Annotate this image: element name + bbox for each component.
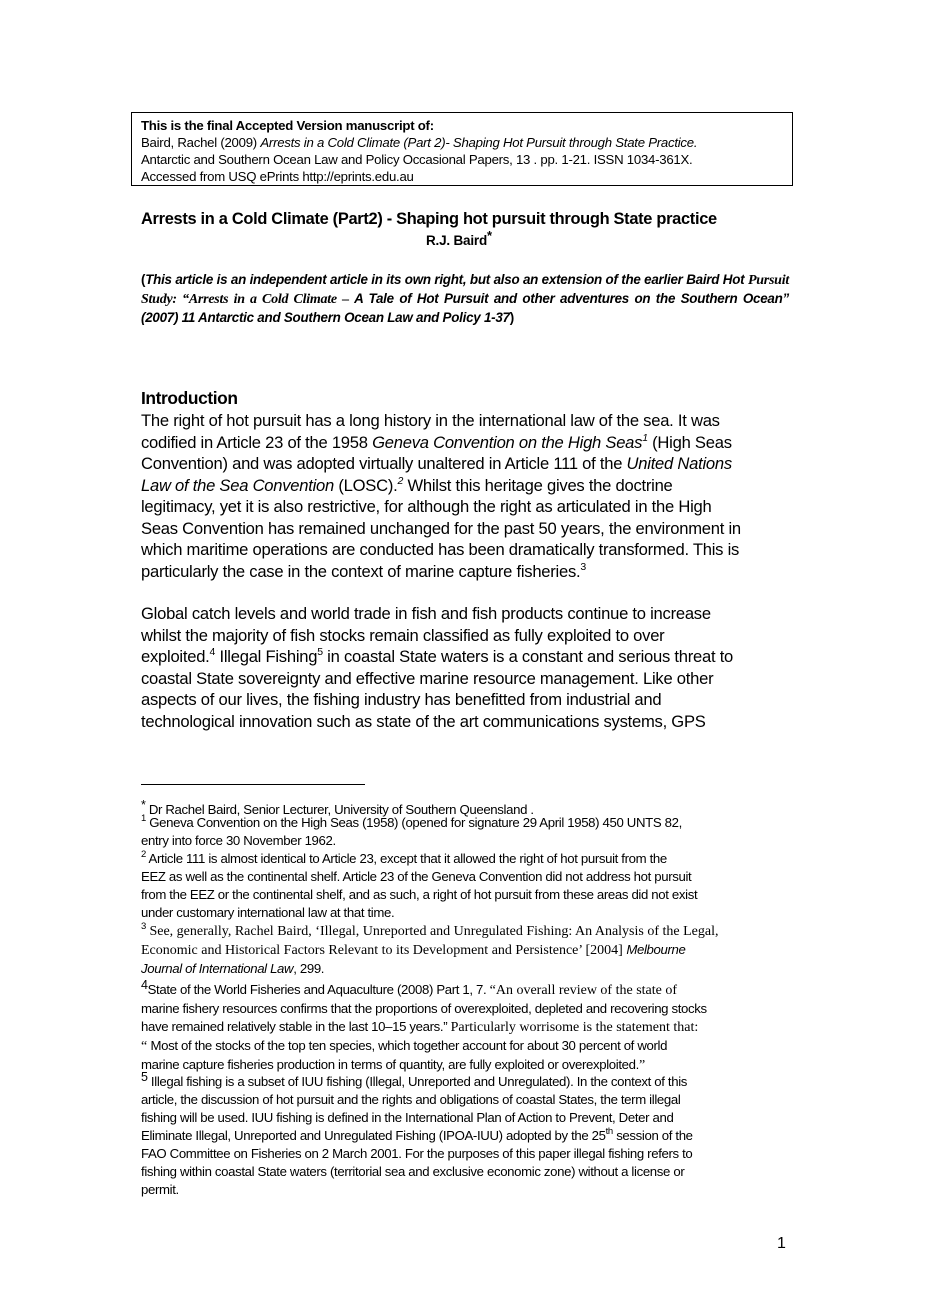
footnote-text: State of the World Fisheries and Aquaculture (2008) Part 1, 7. (147, 982, 490, 997)
editorial-note (141, 271, 789, 328)
citation-line-3: Accessed from USQ ePrints http://eprints.edu.au (141, 169, 414, 184)
paragraph-line: technological innovation such as state of the art communications systems, GPS (141, 711, 706, 731)
citation-box (131, 112, 793, 186)
note-close-paren: ) (509, 310, 514, 326)
ordinal-suffix: th (605, 1126, 613, 1137)
footnote-quote: Most of the stocks of the top ten species, which together account for about 30 percent of world (147, 1038, 668, 1053)
note-open-paren: ( (141, 272, 146, 287)
treaty-name: Law of the Sea Convention (141, 475, 335, 495)
text-run: Whilst this heritage gives the doctrine (403, 475, 673, 495)
citation-line-1 (141, 134, 783, 151)
footnote-ref-4[interactable]: 4 (209, 646, 216, 658)
quote-mark: ” (638, 1058, 646, 1073)
footnote-text: Geneva Convention on the High Seas (1958) (opened for signature 29 April 1958) 450 UNTS 82, (145, 815, 682, 830)
footnote-text: article, the discussion of hot pursuit and the rights and obligations of coastal States, the term illegal (141, 1092, 681, 1107)
footnote-text: fishing will be used. IUU fishing is defined in the International Plan of Action to Prevent, Deter and (141, 1110, 674, 1125)
paragraph-line (141, 646, 801, 668)
note-part-2: Pursuit Study: “Arrests in a Cold Climate – (141, 273, 789, 308)
paragraph-line: Global catch levels and world trade in fish and fish products continue to increase (141, 604, 711, 623)
text-run: Convention) and was adopted virtually unaltered in Article 111 of the (141, 454, 627, 473)
footnote-ref-3[interactable]: 3 (580, 560, 586, 573)
text-run: (High Seas (647, 432, 732, 452)
paragraph-line (141, 561, 801, 583)
citation-author: Baird, Rachel (2009) (141, 135, 261, 150)
footnote-ref-1[interactable]: 1 (642, 431, 648, 444)
footnote-text: Eliminate Illegal, Unreported and Unregulated Fishing (IPOA-IUU) adopted by the 25 (141, 1128, 606, 1143)
footnote-ref-2[interactable]: 2 (397, 474, 404, 487)
paragraph-line: whilst the majority of fish stocks remain classified as fully exploited to over (141, 625, 665, 645)
footnote-text: permit. (141, 1182, 179, 1197)
citation-heading: This is the final Accepted Version manuscript of: (141, 118, 434, 133)
footnote-text: Particularly worrisome is the statement that: (450, 1020, 699, 1035)
footnote-text: EEZ as well as the continental shelf. Article 23 of the Geneva Convention did not address hot pursuit (141, 869, 692, 884)
citation-title: Arrests in a Cold Climate (Part 2)- Shaping Hot Pursuit through State Practice. (260, 135, 698, 150)
page-number: 1 (777, 1235, 786, 1252)
footnote-4 (141, 976, 793, 1075)
footnote-5 (141, 1068, 793, 1199)
footnote-number: 2 (141, 849, 146, 860)
footnote-text: FAO Committee on Fisheries on 2 March 2001. For the purposes of this paper illegal fishing refers to (141, 1146, 693, 1161)
paragraph-line (141, 432, 801, 454)
footnote-1 (141, 814, 793, 850)
text-run: particularly the case in the context of marine capture fisheries. (141, 561, 581, 581)
footnote-quote: marine fishery resources confirms that the proportions of overexploited, depleted and recovering stocks (141, 1001, 707, 1016)
footnote-quote: marine capture fisheries production in terms of quantity, are fully exploited or overexploited. (141, 1057, 639, 1072)
paragraph-line: legitimacy, yet it is also restrictive, for although the right as articulated in the High (141, 497, 712, 516)
body-paragraph-2 (141, 603, 801, 732)
footnote-text: Article 111 is almost identical to Article 23, except that it allowed the right of hot pursuit from the (145, 851, 667, 866)
text-run: (LOSC). (334, 475, 398, 495)
paragraph-line: The right of hot pursuit has a long history in the international law of the sea. It was (141, 411, 720, 430)
footnote-text: Dr Rachel Baird, Senior Lecturer, University of Southern Queensland . (145, 802, 534, 817)
footnote-text: from the EEZ or the continental shelf, and as such, a right of hot pursuit from these areas did not exist (141, 887, 698, 902)
footnote-quote: have remained relatively stable in the last 10–15 years.” (141, 1019, 451, 1034)
paragraph-line: which maritime operations are conducted has been dramatically transformed. This is (141, 540, 740, 559)
author-line (426, 228, 492, 248)
quote-mark: “ (141, 1039, 148, 1054)
footnote-2 (141, 850, 793, 922)
treaty-name: United Nations (626, 454, 732, 473)
text-run: codified in Article 23 of the 1958 (141, 432, 373, 452)
journal-name: Journal of International Law (141, 961, 294, 976)
footnote-quote: “An overall review of the state of (489, 983, 678, 998)
journal-name: Melbourne (626, 942, 686, 957)
paragraph-line: coastal State sovereignty and effective marine resource management. Like other (141, 668, 714, 688)
footnote-mark: * (141, 798, 146, 812)
author-footnote-mark: * (487, 228, 492, 243)
footnote-number: 1 (141, 813, 146, 824)
footnote-text: Economic and Historical Factors Relevant to its Development and Persistence’ [2004] (141, 943, 627, 958)
footnote-text: entry into force 30 November 1962. (141, 833, 336, 848)
note-part-3: A Tale of Hot Pursuit and other adventures on the Southern Ocean” (2007) 11 Antarctic and Southern Ocean Law and Policy 1-37 (141, 291, 789, 326)
body-paragraph-1 (141, 410, 801, 582)
footnote-separator (141, 784, 365, 785)
footnote-number: 5 (141, 1070, 148, 1084)
paragraph-line (141, 475, 801, 497)
footnote-text: , 299. (293, 961, 325, 976)
footnote-text: fishing within coastal State waters (territorial sea and exclusive economic zone) without a license or (141, 1164, 685, 1179)
text-run: in coastal State waters is a constant and serious threat to (322, 647, 734, 666)
footnote-number: 4 (141, 978, 148, 992)
footnote-number: 3 (141, 921, 146, 932)
footnote-ref-5[interactable]: 5 (317, 646, 323, 658)
paragraph-line: Seas Convention has remained unchanged for the past 50 years, the environment in (141, 518, 741, 538)
paragraph-line (141, 453, 801, 475)
paragraph-line: aspects of our lives, the fishing industry has benefitted from industrial and (141, 690, 662, 709)
footnote-text: See, generally, Rachel Baird, ‘Illegal, Unreported and Unregulated Fishing: An Analysis of the Legal, (145, 924, 719, 939)
text-run: Illegal Fishing (215, 647, 318, 666)
footnote-text: under customary international law at that time. (141, 905, 395, 920)
section-heading-introduction: Introduction (141, 388, 238, 408)
treaty-name: Geneva Convention on the High Seas (372, 432, 643, 452)
article-title: Arrests in a Cold Climate (Part2) - Shaping hot pursuit through State practice (141, 210, 717, 228)
footnote-text: Illegal fishing is a subset of IUU fishing (Illegal, Unreported and Unregulated). In the context of this (147, 1074, 688, 1089)
citation-line-2: Antarctic and Southern Ocean Law and Policy Occasional Papers, 13 . pp. 1-21. ISSN 1034-361X. (141, 152, 693, 167)
footnote-3 (141, 922, 793, 978)
text-run: exploited. (141, 647, 210, 666)
author-name: R.J. Baird (426, 233, 488, 248)
note-part-1: This article is an independent article in its own right, but also an extension of the earlier Baird Hot (145, 272, 745, 287)
footnote-text: session of the (612, 1128, 693, 1143)
